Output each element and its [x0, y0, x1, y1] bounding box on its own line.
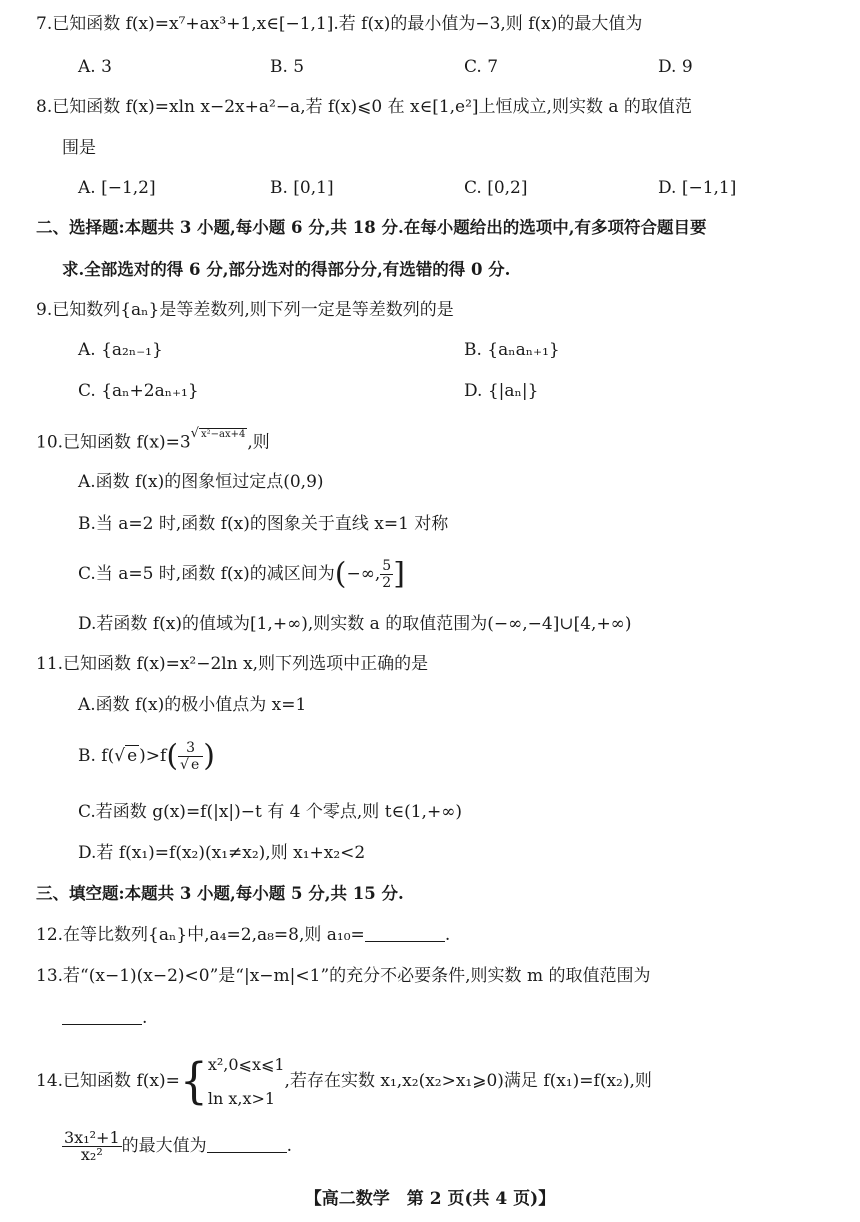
q7-option-d: D. 9 [658, 57, 693, 77]
q10-stem-a: 10.已知函数 f(x)=3 [36, 432, 191, 453]
q14-tail: $\frac{\text{3x₁²+1}}{\text{x₂²}}$ 的最大值为 . [64, 1128, 293, 1164]
q13-stem: 13.若“(x−1)(x−2)<0”是“|x−m|<1”的充分不必要条件,则实数 m 的取值范围为 [36, 966, 651, 986]
q10-option-b: B.当 a=2 时,函数 f(x)的图象关于直线 x=1 对称 [78, 514, 449, 534]
q10-option-a: A.函数 f(x)的图象恒过定点(0,9) [78, 472, 324, 492]
q14-piecewise [208, 1048, 285, 1116]
q10-option-c: C.当 a=5 时,函数 f(x)的减区间为(−∞, $\frac{5}{2}$ ] [78, 556, 405, 592]
q8-stem-line2: 围是 [62, 138, 96, 158]
q14-stem-b: ,若存在实数 x₁,x₂(x₂>x₁⩾0)满足 f(x₁)=f(x₂),则 [284, 1071, 652, 1091]
q7-option-a: A. 3 [78, 57, 112, 77]
q14-stem-a: 14.已知函数 f(x)= [36, 1071, 180, 1091]
section2-heading-line1: 二、选择题:本题共 3 小题,每小题 6 分,共 18 分.在每小题给出的选项中,有多项符合题目要 [36, 218, 707, 237]
q9-option-b: B. {aₙaₙ₊₁} [464, 340, 560, 360]
q11-option-c: C.若函数 g(x)=f(|x|)−t 有 4 个零点,则 t∈(1,+∞) [78, 802, 463, 822]
q8-option-c: C. [0,2] [464, 178, 528, 198]
q10-option-d: D.若函数 f(x)的值域为[1,+∞),则实数 a 的取值范围为(−∞,−4]∪[4,+∞) [78, 614, 632, 634]
q10-stem-b: ,则 [247, 432, 270, 453]
q11-option-b-mid: )>f [139, 746, 167, 766]
q10-option-c-fraction: $\frac{5}{2}$ [382, 558, 392, 591]
q8-option-b: B. [0,1] [270, 178, 334, 198]
q12-stem: 12.在等比数列{aₙ}中,a₄=2,a₈=8,则 a₁₀= . [36, 925, 451, 945]
q10-option-c-text: C.当 a=5 时,函数 f(x)的减区间为 [78, 564, 335, 584]
q9-option-a: A. {a₂ₙ₋₁} [78, 340, 163, 360]
section3-heading: 三、填空题:本题共 3 小题,每小题 5 分,共 15 分. [36, 884, 404, 903]
q7-option-c: C. 7 [464, 57, 499, 77]
q14-answer-blank[interactable] [207, 1138, 287, 1153]
q10-exponent: x²−ax+4 [200, 429, 246, 440]
q11-stem: 11.已知函数 f(x)=x²−2ln x,则下列选项中正确的是 [36, 654, 429, 674]
q8-stem-line1: 8.已知函数 f(x)=xln x−2x+a²−a,若 f(x)⩽0 在 x∈[1,e²]上恒成立,则实数 a 的取值范 [36, 97, 692, 117]
q14-stem: 14.已知函数 f(x)={ x²,0⩽x⩽1 ln x,x>1 ,若存在实数 x₁,x₂(x₂>x₁⩾0)满足 f(x₁)=f(x₂),则 [36, 1046, 652, 1117]
q8-option-a: A. [−1,2] [78, 178, 156, 198]
q7-stem-a: 7.已知函数 [36, 14, 126, 34]
q14-case2: ln x,x>1 [207, 1088, 276, 1108]
q11-option-d: D.若 f(x₁)=f(x₂)(x₁≠x₂),则 x₁+x₂<2 [78, 843, 366, 863]
q7-stem [36, 12, 642, 36]
q12-answer-blank[interactable] [365, 927, 445, 942]
q10-stem: 10.已知函数 $f(x)=3^{√ x^2-ax+4}$ ,则 [36, 426, 270, 453]
q11-option-b: B. f(√ e )>f( $\frac{3}{√ e}$ ) [78, 738, 215, 774]
q9-option-c: C. {aₙ+2aₙ₊₁} [78, 381, 199, 401]
q14-case1: x²,0⩽x⩽1 [207, 1054, 285, 1074]
q7-option-b: B. 5 [270, 57, 305, 77]
q11-option-b-fraction: $\frac{3}{√ e}$ [178, 740, 203, 773]
q9-stem: 9.已知数列{aₙ}是等差数列,则下列一定是等差数列的是 [36, 300, 454, 320]
q8-option-d: D. [−1,1] [658, 178, 737, 198]
q13-answer-blank[interactable] [62, 1010, 142, 1025]
q14-fraction: $\frac{\text{3x₁²+1}}{\text{x₂²}}$ [64, 1128, 120, 1164]
q11-option-b-left: B. f( [78, 746, 115, 766]
q10-option-c-left: −∞, [346, 564, 381, 584]
page-footer: 【高二数学 第 2 页(共 4 页)】 [304, 1189, 556, 1209]
q9-option-d: D. {|aₙ|} [464, 381, 539, 401]
q7-stem-b: f(x)=x⁷+ax³+1,x∈[−1,1].若 f(x)的最小值为−3,则 f(x)的最大值为 [125, 14, 643, 34]
q13-answer-line: . [62, 1006, 147, 1030]
q11-option-b-sqrt: e [127, 746, 138, 766]
q14-tail-text: 的最大值为 [121, 1136, 207, 1156]
section2-heading-line2: 求.全部选对的得 6 分,部分选对的得部分分,有选错的得 0 分. [62, 260, 511, 279]
q12-stem-text: 12.在等比数列{aₙ}中,a₄=2,a₈=8,则 a₁₀= [36, 925, 365, 945]
q11-option-a: A.函数 f(x)的极小值点为 x=1 [78, 695, 307, 715]
